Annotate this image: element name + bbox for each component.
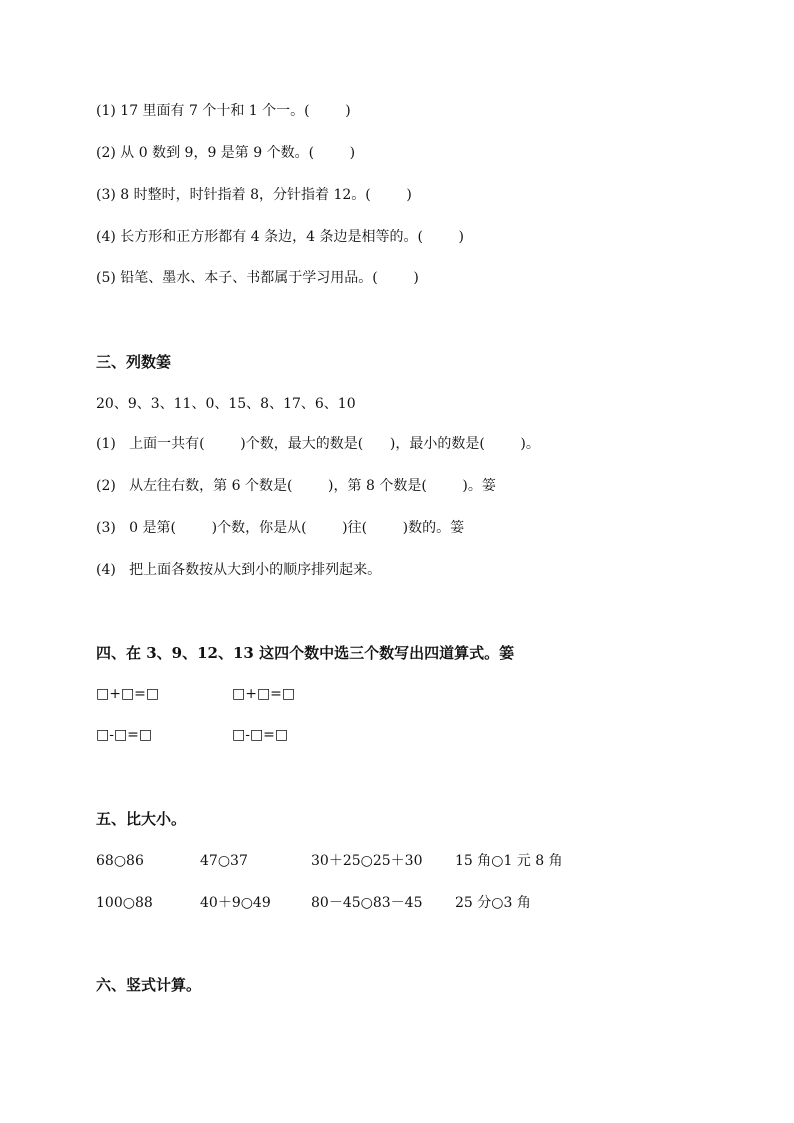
compare-item-3: 30＋25○25＋30 <box>311 853 423 869</box>
section-3-item-1: (1) 上面一共有( )个数，最大的数是( )，最小的数是( )。 <box>96 436 540 452</box>
compare-item-8: 25 分○3 角 <box>455 895 531 911</box>
judge-item-4: (4) 长方形和正方形都有 4 条边，4 条边是相等的。( ) <box>96 229 464 245</box>
judge-item-1: (1) 17 里面有 7 个十和 1 个一。( ) <box>96 103 351 119</box>
section-3-item-2: (2) 从左往右数，第 6 个数是( )，第 8 个数是( )。䈉 <box>96 478 496 494</box>
section-5-title: 五、比大小。 <box>96 810 187 828</box>
number-sequence: 20、9、3、11、0、15、8、17、6、10 <box>96 396 356 412</box>
compare-item-1: 68○86 <box>96 853 144 869</box>
addition-equation-2: □+□=□ <box>232 686 296 702</box>
section-4-title: 四、在 3、9、12、13 这四个数中选三个数写出四道算式。䈉 <box>96 644 515 662</box>
addition-equation-1: □+□=□ <box>96 686 160 702</box>
judge-item-3: (3) 8 时整时，时针指着 8，分针指着 12。( ) <box>96 187 412 203</box>
judge-item-2: (2) 从 0 数到 9，9 是第 9 个数。( ) <box>96 145 356 161</box>
compare-item-4: 15 角○1 元 8 角 <box>455 853 563 869</box>
section-6-title: 六、竖式计算。 <box>96 976 202 994</box>
judge-item-5: (5) 铅笔、墨水、本子、书都属于学习用品。( ) <box>96 270 419 286</box>
compare-item-7: 80－45○83－45 <box>311 895 423 911</box>
compare-item-5: 100○88 <box>96 895 153 911</box>
subtraction-equation-2: □-□=□ <box>232 727 289 743</box>
section-3-item-3: (3) 0 是第( )个数，你是从( )往( )数的。䈉 <box>96 520 465 536</box>
subtraction-equation-1: □-□=□ <box>96 727 153 743</box>
section-3-title: 三、列数䈉 <box>96 353 172 371</box>
compare-item-6: 40＋9○49 <box>200 895 271 911</box>
compare-item-2: 47○37 <box>200 853 248 869</box>
section-3-item-4: (4) 把上面各数按从大到小的顺序排列起来。 <box>96 562 382 578</box>
